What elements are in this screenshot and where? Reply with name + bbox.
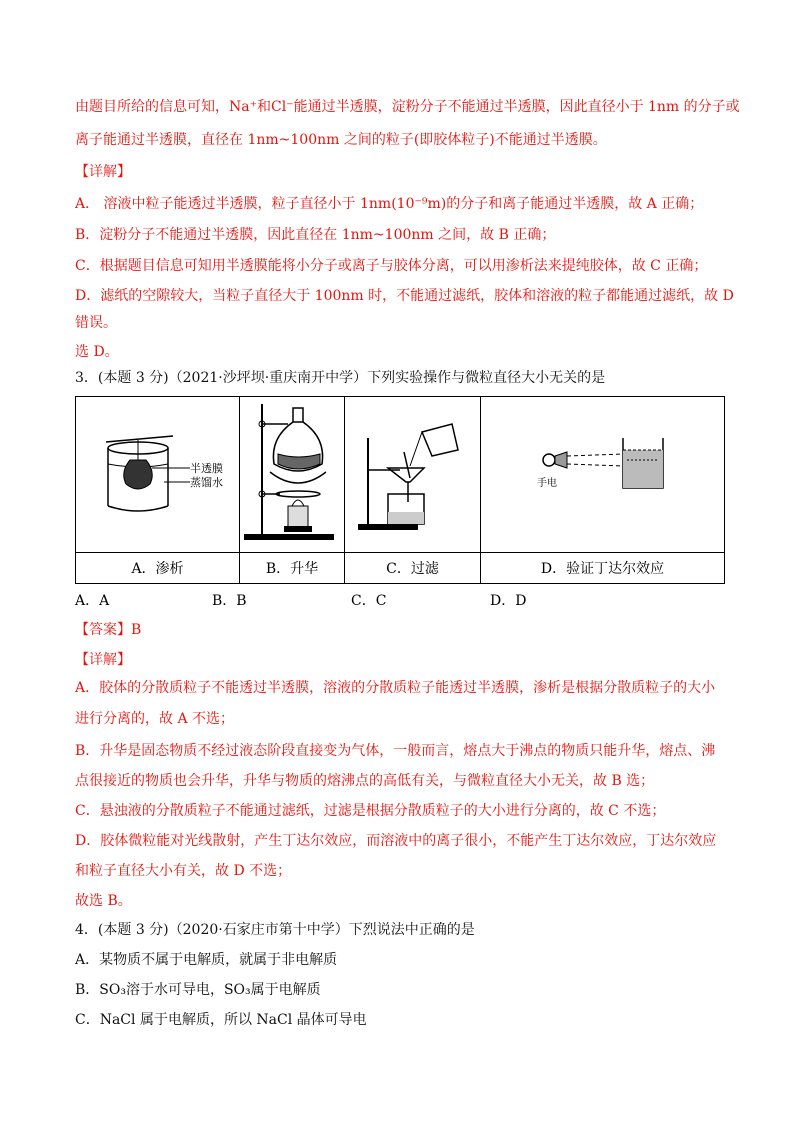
q3-explanation-a-line-1: A．胶体的分散质粒子不能透过半透膜，溶液的分散质粒子能透过半透膜，渗析是根据分散质粒子的大小 bbox=[75, 680, 716, 696]
q4-option-a: A．某物质不属于电解质，就属于非电解质 bbox=[75, 952, 338, 968]
intro-line-1: 由题目所给的信息可知，Na⁺和Cl⁻能通过半透膜，淀粉分子不能通过半透膜，因此直径小于 1nm 的分子或 bbox=[75, 99, 740, 115]
explanation-a: A． 溶液中粒子能透过半透膜，粒子直径小于 1nm(10⁻⁹m)的分子和离子能通过半透膜，故 A 正确； bbox=[75, 196, 704, 212]
answer-options bbox=[75, 590, 725, 610]
question-4-stem: 4．(本题 3 分)（2020·石家庄市第十中学）下烈说法中正确的是 bbox=[75, 922, 475, 938]
option-b: B．B bbox=[212, 593, 247, 609]
q3-explanation-a-line-2: 进行分离的，故 A 不选； bbox=[75, 711, 235, 727]
choice-conclusion: 选 D。 bbox=[75, 344, 119, 360]
explanation-b: B．淀粉分子不能通过半透膜，因此直径在 1nm~100nm 之间，故 B 正确； bbox=[75, 227, 556, 243]
question-3-stem: 3．(本题 3 分)（2021·沙坪坝·重庆南开中学）下列实验操作与微粒直径大小无关的是 bbox=[75, 370, 606, 386]
figure-sublimation bbox=[240, 397, 345, 553]
option-c: C．C bbox=[351, 593, 387, 609]
explanation-d-line-2: 错误。 bbox=[75, 315, 117, 331]
caption-d: D．验证丁达尔效应 bbox=[481, 553, 725, 584]
figure-dialysis bbox=[76, 397, 240, 553]
explanation-c: C．根据题目信息可知用半透膜能将小分子或离子与胶体分离，可以用渗析法来提纯胶体，故 C 正确； bbox=[75, 258, 708, 274]
intro-line-2: 离子能通过半透膜，直径在 1nm~100nm 之间的粒子(即胶体粒子)不能通过半透膜。 bbox=[75, 132, 607, 148]
tyndall-effect-illustration bbox=[523, 398, 683, 548]
experiment-figure-table bbox=[75, 396, 725, 584]
option-d: D．D bbox=[490, 593, 527, 609]
detail-header: 【详解】 bbox=[75, 164, 131, 180]
q3-explanation-d-line-1: D．胶体微粒能对光线散射，产生丁达尔效应，而溶液中的离子很小，不能产生丁达尔效应，丁达尔效应 bbox=[75, 833, 717, 849]
q3-choice-conclusion: 故选 B。 bbox=[75, 893, 132, 909]
q4-option-c: C．NaCl 属于电解质，所以 NaCl 晶体可导电 bbox=[75, 1012, 367, 1028]
explanation-d-line-1: D．滤纸的空隙较大，当粒子直径大于 100nm 时，不能通过滤纸，胶体和溶液的粒子都能通过滤纸，故 D bbox=[75, 288, 734, 304]
q3-explanation-c: C．悬浊液的分散质粒子不能通过滤纸，过滤是根据分散质粒子的大小进行分离的，故 C 不选； bbox=[75, 803, 666, 819]
q4-option-b: B．SO₃溶于水可导电，SO₃属于电解质 bbox=[75, 982, 321, 998]
q3-explanation-d-line-2: 和粒子直径大小有关，故 D 不选； bbox=[75, 863, 292, 879]
dialysis-apparatus-illustration bbox=[78, 398, 238, 548]
answer-line: 【答案】B bbox=[75, 622, 142, 638]
q3-detail-header: 【详解】 bbox=[75, 652, 131, 668]
label-distilled-water: 蒸馏水 bbox=[189, 475, 223, 489]
label-flashlight: 手电 bbox=[536, 477, 557, 489]
label-membrane: 半透膜 bbox=[189, 461, 223, 475]
caption-b: B．升华 bbox=[240, 553, 345, 584]
q3-explanation-b-line-2: 点很接近的物质也会升华，升华与物质的熔沸点的高低有关，与微粒直径大小无关，故 B 选； bbox=[75, 773, 655, 789]
q3-explanation-b-line-1: B．升华是固态物质不经过液态阶段直接变为气体，一般而言，熔点大于沸点的物质只能升华，熔点、沸 bbox=[75, 743, 716, 759]
caption-a: A．渗析 bbox=[76, 553, 240, 584]
figure-filtration bbox=[345, 397, 481, 553]
sublimation-apparatus-illustration bbox=[240, 398, 344, 548]
filtration-apparatus-illustration bbox=[348, 398, 478, 548]
caption-c: C．过滤 bbox=[345, 553, 481, 584]
figure-tyndall bbox=[481, 397, 725, 553]
option-a: A．A bbox=[75, 593, 110, 609]
